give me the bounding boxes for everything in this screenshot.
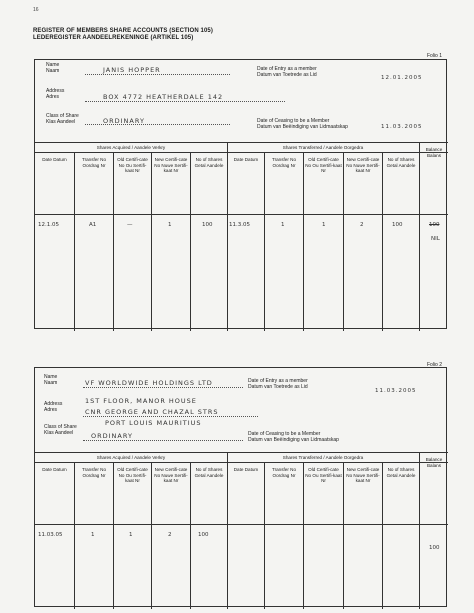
col-transfer: Transfer No Oordrag Nr: [81, 157, 107, 168]
col-new-cert: New Certifi-cate No Nuwe Sertifi-kaat Nr: [154, 467, 188, 484]
col-old-cert: Old Certifi-cate No Ou Sertifi-kaat Nr: [117, 157, 148, 174]
name-label: Name Naam: [46, 62, 60, 74]
folio-label: Folio 1: [427, 53, 443, 59]
transferred-header: Shares Transferred / Aandele Oorgedra: [282, 455, 364, 460]
entry-label: Date of Entry as a member Datum van Toetrede as Lid: [257, 66, 317, 78]
col-new-cert: New Certifi-cate No Nuwe Sertifi-kaat Nr: [346, 157, 380, 174]
col-no-shares: No of Shares Getal Aandele: [194, 157, 224, 168]
member-record-1: [34, 59, 447, 329]
member-name: JANIS HOPPER: [103, 66, 161, 74]
col-transfer: Transfer No Oordrag Nr: [271, 157, 297, 168]
balance-nil: NIL: [431, 236, 440, 242]
name-label: Name Naam: [44, 374, 58, 386]
col-date: Date Datum: [42, 157, 67, 162]
acq-transfer: 1: [91, 532, 95, 538]
title-afrikaans: LEDEREGISTER AANDEELREKENINGE (ARTIKEL 105): [33, 35, 194, 41]
col-no-shares: No of Shares Getal Aandele: [386, 467, 416, 478]
address-label: Address Adres: [46, 88, 65, 100]
tr-old-cert: 1: [322, 222, 326, 228]
address-line-2: CNR GEORGE AND CHAZAL STRS: [85, 408, 219, 416]
col-old-cert: Old Certifi-cate No Ou Sertifi-kaat Nr: [305, 467, 342, 484]
balance-header: Balance Balans: [425, 147, 443, 158]
col-transfer: Transfer No Oordrag Nr: [81, 467, 107, 478]
entry-label: Date of Entry as a member Datum van Toetrede as Lid: [248, 378, 308, 390]
tr-date: 11.3.05: [229, 222, 250, 228]
folio-label: Folio 2: [427, 362, 443, 368]
col-date: Date Datum: [233, 467, 259, 472]
entry-date: 12.01.2005: [381, 75, 423, 81]
acq-date: 11.03.05: [38, 532, 63, 538]
col-old-cert: Old Certifi-cate No Ou Sertifi-kaat Nr: [305, 157, 342, 174]
tr-transfer: 1: [281, 222, 285, 228]
member-address: BOX 4772 HEATHERDALE 142: [103, 93, 224, 101]
share-table: [35, 142, 448, 330]
col-date: Date Datum: [233, 157, 259, 162]
member-name: VF WORLDWIDE HOLDINGS LTD: [85, 379, 213, 387]
acq-old-cert: —: [127, 222, 133, 228]
transferred-header: Shares Transferred / Aandele Oorgedra: [282, 145, 364, 150]
col-no-shares: No of Shares Getal Aandele: [386, 157, 416, 168]
tr-new-cert: 2: [360, 222, 364, 228]
col-new-cert: New Certifi-cate No Nuwe Sertifi-kaat Nr: [346, 467, 380, 484]
balance-value: 100: [429, 545, 440, 551]
address-label: Address Adres: [44, 401, 63, 413]
col-old-cert: Old Certifi-cate No Ou Sertifi-kaat Nr: [117, 467, 148, 484]
address-line-1: 1ST FLOOR, MANOR HOUSE: [85, 397, 197, 405]
class-label: Class of Share Klas Aandeel: [46, 113, 79, 125]
share-class: ORDINARY: [103, 117, 145, 125]
col-new-cert: New Certifi-cate No Nuwe Sertifi-kaat Nr: [154, 157, 188, 174]
acq-transfer: A1: [89, 222, 97, 228]
acq-date: 12.1.05: [38, 222, 59, 228]
ceasing-date: 11.03.2005: [381, 124, 423, 130]
entry-date: 11.03.2005: [375, 388, 417, 394]
ceasing-label: Date of Ceasing to be a Member Datum van Beëindiging van Lidmaatskap: [248, 431, 339, 443]
acq-shares: 100: [198, 532, 209, 538]
col-no-shares: No of Shares Getal Aandele: [194, 467, 224, 478]
member-record-2: [34, 367, 447, 607]
title-english: REGISTER OF MEMBERS SHARE ACCOUNTS (SECTION 105): [33, 28, 213, 34]
acquired-header: Shares Acquired / Aandele Verkry: [96, 145, 166, 150]
acq-shares: 100: [202, 222, 213, 228]
share-class: ORDINARY: [91, 432, 133, 440]
share-table: [35, 452, 448, 608]
balance-header: Balance Balans: [425, 457, 443, 468]
page-number: 16: [33, 7, 39, 13]
acq-new-cert: 2: [168, 532, 172, 538]
class-label: Class of Share Klas Aandeel: [44, 424, 77, 436]
col-transfer: Transfer No Oordrag Nr: [271, 467, 297, 478]
tr-shares: 100: [392, 222, 403, 228]
balance-value: 100: [429, 222, 440, 228]
col-date: Date Datum: [42, 467, 67, 472]
acq-old-cert: 1: [129, 532, 133, 538]
document-title: [33, 28, 213, 42]
acq-new-cert: 1: [168, 222, 172, 228]
address-line-3: PORT LOUIS MAURITIUS: [105, 419, 202, 427]
acquired-header: Shares Acquired / Aandele Verkry: [96, 455, 166, 460]
ceasing-label: Date of Ceasing to be a Member Datum van Beëindiging van Lidmaatskap: [257, 118, 348, 130]
